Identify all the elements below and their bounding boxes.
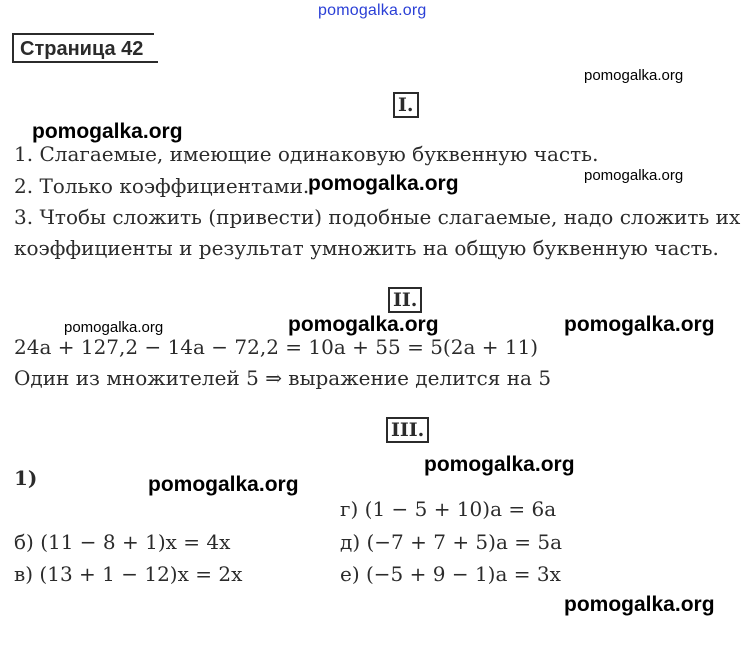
- watermark: pomogalka.org: [564, 313, 715, 336]
- watermark: pomogalka.org: [564, 593, 715, 616]
- watermark: pomogalka.org: [308, 172, 459, 195]
- item-e: е) (−5 + 9 − 1)a = 3x: [340, 562, 561, 586]
- item-g: г) (1 − 5 + 10)a = 6a: [340, 497, 557, 521]
- item-v: в) (13 + 1 − 12)x = 2x: [14, 562, 243, 586]
- watermark: pomogalka.org: [288, 313, 439, 336]
- section-label-3: III.: [386, 417, 429, 443]
- watermark: pomogalka.org: [584, 67, 684, 84]
- item-d: д) (−7 + 7 + 5)a = 5a: [340, 530, 563, 554]
- page-title: Страница 42: [12, 33, 154, 63]
- watermark: pomogalka.org: [64, 319, 164, 336]
- conclusion: Один из множителей 5 ⇒ выражение делится на 5: [14, 366, 552, 390]
- watermark: pomogalka.org: [584, 167, 684, 184]
- watermark: pomogalka.org: [148, 473, 299, 496]
- watermark: pomogalka.org: [32, 120, 183, 143]
- answer-3-line-2: коэффициенты и результат умножить на общую буквенную часть.: [14, 236, 719, 260]
- item-b: б) (11 − 8 + 1)x = 4x: [14, 530, 231, 554]
- watermark: pomogalka.org: [424, 453, 575, 476]
- answer-3-line-1: 3. Чтобы сложить (привести) подобные слагаемые, надо сложить их: [14, 205, 741, 229]
- answer-1: 1. Слагаемые, имеющие одинаковую буквенную часть.: [14, 142, 599, 166]
- task-number: 1): [14, 466, 38, 490]
- answer-2: 2. Только коэффициентами.: [14, 174, 310, 198]
- section-label-1: I.: [393, 92, 419, 118]
- equation: 24a + 127,2 − 14a − 72,2 = 10a + 55 = 5(2a + 11): [14, 335, 539, 359]
- section-label-2: II.: [388, 287, 422, 313]
- watermark-top: pomogalka.org: [318, 2, 427, 19]
